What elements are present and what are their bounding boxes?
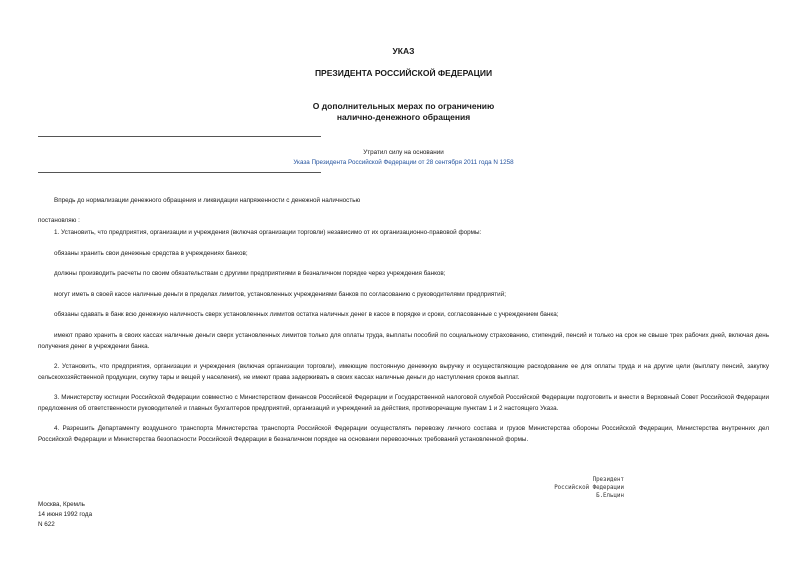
doc-type-heading: УКАЗ [392, 46, 415, 56]
subject-heading-line2: налично-денежного обращения [336, 112, 471, 122]
decree-word: постановляю : [38, 217, 80, 224]
signature-block [540, 476, 624, 500]
signature-name: Б.Ельцин [596, 493, 624, 499]
paragraph-1-item-b: должны производить расчеты по своим обязательствам с другими предприятиями в безналичном порядке через учреждения банков; [54, 270, 446, 277]
paragraph-1: 1. Установить, что предприятия, организации и учреждения (включая организации торговли) независимо от их организационно-правовой формы: [54, 229, 482, 236]
subject-heading-line1: О дополнительных мерах по ограничению [312, 101, 495, 111]
repeal-notice-label: Утратил силу на основании [363, 149, 444, 156]
preamble-text: Впредь до нормализации денежного обращения и ликвидации напряженности с денежной наличностью [54, 197, 361, 204]
paragraph-4: 4. Разрешить Департаменту воздушного транспорта Министерства транспорта Российской Федерации осуществлять перевозку личного состава и грузов Министерства обороны Российской Федерации, Министерства внутренних дел Российской Федерации и Министерства безопасности Российской Федерации в безналичном порядке на основании перевозочных требований установленной формы. [38, 425, 769, 443]
top-divider [38, 136, 321, 137]
repeal-notice-link-row [0, 158, 807, 167]
paragraph-1-item-c: могут иметь в своей кассе наличные деньги в пределах лимитов, установленных учреждениями банков по согласованию с руководителями предприятий; [54, 291, 506, 298]
signature-country: Российской Федерации [554, 485, 624, 491]
decree-number: N 622 [38, 521, 55, 528]
repeal-decree-link[interactable]: Указа Президента Российской Федерации от 28 сентября 2011 года N 1258 [293, 159, 514, 166]
date-text: 14 июня 1992 года [38, 511, 93, 518]
place-date-block [38, 500, 92, 530]
paragraph-1-item-d: обязаны сдавать в банк всю денежную наличность сверх установленных лимитов остатка наличных денег в кассе в порядке и сроки, согласованные с учреждением банка; [54, 311, 559, 318]
paragraph-1-item-a: обязаны хранить свои денежные средства в учреждениях банков; [54, 250, 248, 257]
paragraph-1-item-e: имеют право хранить в своих кассах наличные деньги сверх установленных лимитов только для оплаты труда, выплаты пособий по социальному страхованию, стипендий, пенсий и только на срок не свыше трех рабочих дней, включая день получения денег в учреждении банка. [38, 332, 769, 350]
signature-title: Президент [592, 477, 624, 483]
paragraph-2: 2. Установить, что предприятия, организации и учреждения (включая организации торговли), имеющие постоянную денежную выручку и осуществляющие расходование ее для оплаты труда и на другие цели (выплату пенсий, закупку сельскохозяйственной продукции, скупку тары и вещей у населения), не имеют права задерживать в своих кассах наличные деньги до наступления сроков выплат. [38, 363, 769, 381]
issuer-heading: ПРЕЗИДЕНТА РОССИЙСКОЙ ФЕДЕРАЦИИ [314, 68, 493, 78]
paragraph-3: 3. Министерству юстиции Российской Федерации совместно с Министерством финансов Российской Федерации и Государственной налоговой службой Российской Федерации подготовить и внести в Верховный Совет Российской Федерации предложения об ответственности руководителей и главных бухгалтеров предприятий, организаций и учреждений за действия, противоречащие пунктам 1 и 2 настоящего Указа. [38, 394, 769, 412]
bottom-divider [38, 172, 321, 173]
place-text: Москва, Кремль [38, 501, 85, 508]
